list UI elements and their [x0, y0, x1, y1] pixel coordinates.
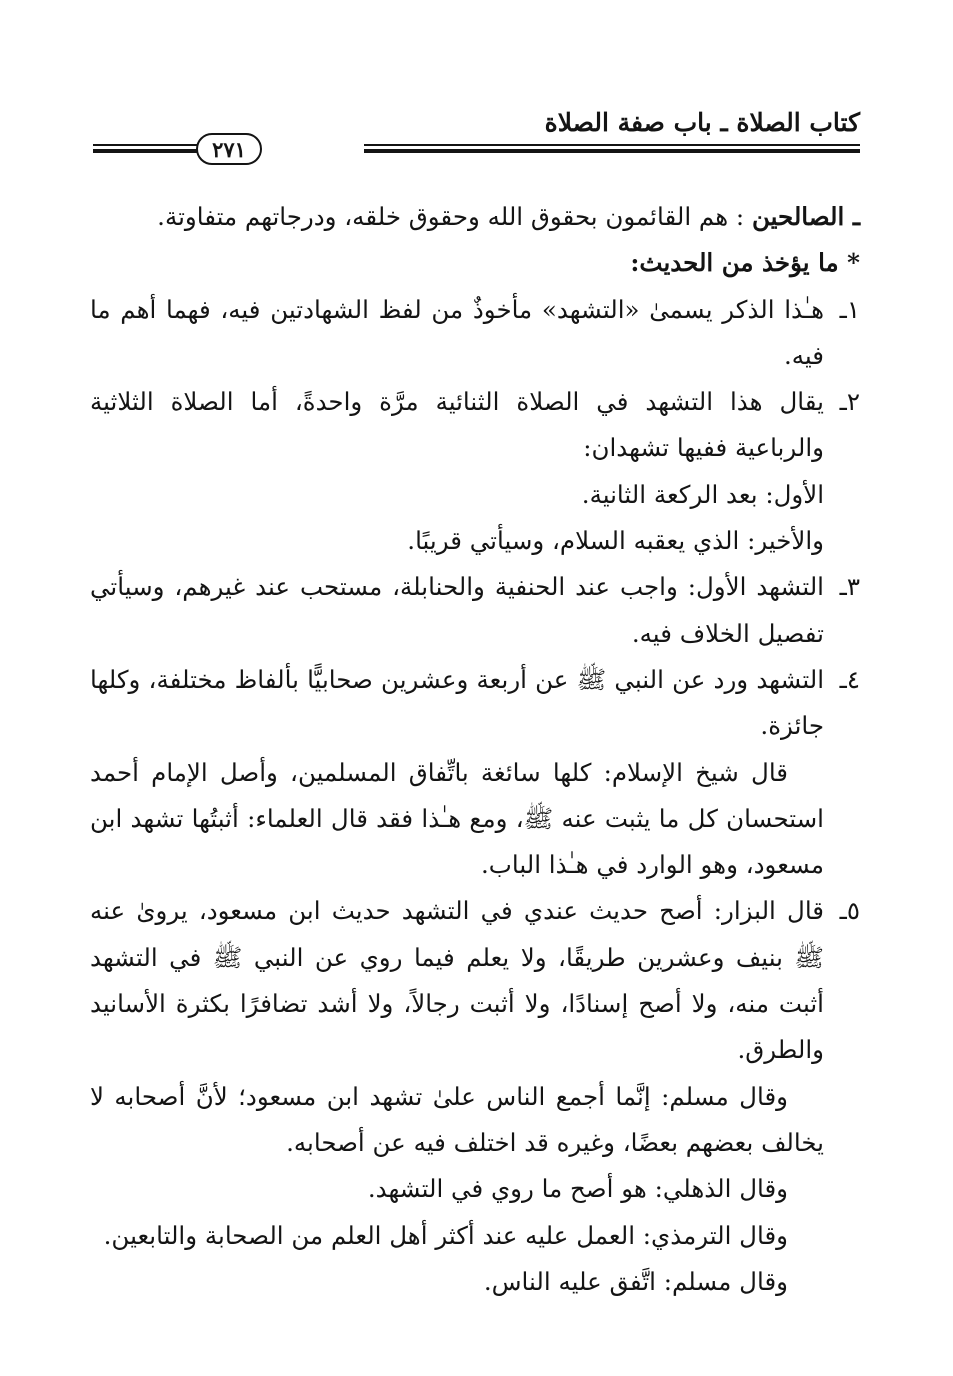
item-text: التشهد ورد عن النبي ﷺ عن أربعة وعشرين صحابيًّا بألفاظ مختلفة، وكلها جائزة. [90, 664, 824, 741]
thick-rule-line [364, 149, 860, 153]
item-number: ٥ـ [839, 896, 860, 926]
thin-rule-line [364, 144, 860, 146]
item-number: ٤ـ [839, 664, 860, 694]
quote-line: وقال الذهلي: هو أصح ما روي في التشهد. [367, 1174, 788, 1204]
quote-line: وقال الترمذي: العمل عليه عند أكثر أهل العلم من الصحابة والتابعين. [103, 1220, 788, 1250]
quote-paragraph: قال شيخ الإسلام: كلها سائغة باتِّفاق المسلمين، وأصل الإمام أحمد استحسان كل ما يثبت عنه ﷺ، ومع هـٰذا فقد قال العلماء: أثبتُها تشهد ابن مسعود، وهو الوارد في هـٰذا الباب. [90, 757, 824, 880]
thick-rule-line [93, 149, 197, 153]
item-text: يقال هذا التشهد في الصلاة الثنائية مرَّة واحدةً، أما الصلاة الثلاثية والرباعية ففيها تشهدان: [90, 387, 824, 463]
item-text: هـٰذا الذكر يسمىٰ «التشهد» مأخوذٌ من لفظ الشهادتين فيه، فهما أهم ما فيه. [90, 294, 824, 370]
quote-paragraph: وقال مسلم: إنَّما أجمع الناس علىٰ تشهد ابن مسعود؛ لأنَّ أصحابه لا يخالف بعضهم بعضًا، وغيره قد اختلف فيه عن أصحابه. [90, 1081, 824, 1157]
section-heading: * ما يؤخذ من الحديث: [630, 248, 860, 278]
list-item [90, 657, 860, 750]
definition-paragraph [90, 194, 860, 240]
item-text: التشهد الأول: واجب عند الحنفية والحنابلة، مستحب عند غيرهم، وسيأتي تفصيل الخلاف فيه. [90, 572, 824, 648]
item-number: ٣ـ [839, 572, 860, 602]
definition-text: : هم القائمون بحقوق الله وحقوق خلقه، ودرجاتهم متفاوتة. [157, 202, 745, 231]
list-item [90, 888, 860, 1073]
list-item [90, 564, 860, 657]
page-number: ٢٧١ [196, 133, 262, 165]
header-rule-right [364, 138, 860, 160]
list-item [90, 287, 860, 380]
thin-rule-line [93, 144, 197, 146]
running-title: كتاب الصلاة ـ باب صفة الصلاة [544, 108, 860, 137]
item-number: ٢ـ [839, 387, 860, 417]
list-item [90, 379, 860, 472]
item-text: قال البزار: أصح حديث عندي في التشهد حديث ابن مسعود، يروىٰ عنه ﷺ بنيف وعشرين طريقًا، ولا يعلم فيما روي عن النبي ﷺ في التشهد أثبت منه، ولا أصح إسنادًا، ولا أثبت رجالاً، ولا أشد تضافرًا بكثرة الأسانيد والطرق. [90, 896, 824, 1065]
sub-line: الأول: بعد الركعة الثانية. [581, 479, 824, 509]
sub-line: والأخير: الذي يعقبه السلام، وسيأتي قريبًا. [407, 526, 824, 556]
quote-line: وقال مسلم: اتَّفق عليه الناس. [483, 1266, 788, 1296]
header-rule-left [93, 138, 197, 160]
item-number: ١ـ [839, 294, 860, 324]
definition-term: ـ الصالحين [751, 202, 860, 231]
body-text [90, 194, 860, 1305]
